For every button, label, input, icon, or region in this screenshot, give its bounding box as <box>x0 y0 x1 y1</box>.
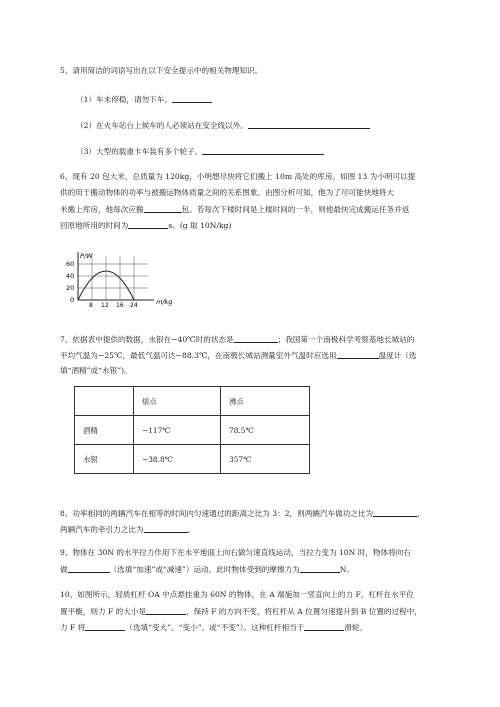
table-header-cell: 熔点 <box>134 387 221 416</box>
q5-blank2[interactable] <box>248 120 370 129</box>
melting-boiling-table <box>74 386 310 474</box>
q8-line1 <box>60 508 425 519</box>
q7-blank-thermometer[interactable] <box>337 350 379 359</box>
q5-item2-text: （2）在火车站台上候车的人必须站在安全线以外。 <box>76 121 248 130</box>
q6-blank-time[interactable] <box>128 220 168 229</box>
table-row <box>75 445 310 474</box>
table-header-cell <box>75 387 134 416</box>
q10-blank-change[interactable] <box>85 622 125 631</box>
q7-line2-text-a: 平均气温为−25℃，最低气温可达−88.3℃，在南极长城站测量室外气温时应选用 <box>60 351 337 360</box>
table-cell: 酒精 <box>75 416 134 445</box>
graph-ytick-20: 20 <box>66 284 75 292</box>
q8-line2-text-a: 两辆汽车的牵引力之比为 <box>60 525 144 534</box>
q8-line2 <box>60 524 195 535</box>
table-header-cell: 沸点 <box>221 387 310 416</box>
q10-line2 <box>60 606 422 617</box>
q6-line4-text-a: 回原地所用的时间为 <box>60 221 129 230</box>
q10-blank-force[interactable] <box>146 606 186 615</box>
q9-line2-text-a: 做 <box>60 565 68 574</box>
q6-line3-text-b: 包。若每次下楼时间是上楼时间的一半，则他最快完成搬运任务并返 <box>181 205 410 214</box>
q6-line4-text-b: s。(g 取 10N/kg) <box>168 221 232 230</box>
q8-line1-text-a: 8、功率相同的两辆汽车在相等的时间内匀速通过的距离之比为 3：2，则两辆汽车做功之比为 <box>60 509 374 518</box>
q10-line2-text-b: ，保持 F 的方向不变，将杠杆从 A 位置匀速提升到 B 位置的过程中， <box>186 607 422 616</box>
q9-line2-text-b: （选填“加速”或“减速”）运动，此时物体受到的摩擦力为 <box>109 565 300 574</box>
q6-line3-text-a: 米搬上库房，他每次应搬 <box>60 205 144 214</box>
power-mass-graph <box>66 250 196 308</box>
q9-line2 <box>60 564 354 575</box>
graph-xtick-8: 8 <box>89 302 93 308</box>
q9-blank-motion[interactable] <box>68 564 110 573</box>
q5-item2 <box>76 120 370 131</box>
q5-item1-text: （1）车未停稳，请勿下车。 <box>76 95 172 104</box>
q5-blank3[interactable] <box>202 146 324 155</box>
q7-line2 <box>60 350 416 361</box>
q8-blank-force[interactable] <box>144 524 188 533</box>
q7-line1-text-b: ；我国第一个南极科学考察基地长城站的 <box>277 335 415 344</box>
q7-line1-text-a: 7、依据表中提供的数据，水银在−40℃时的状态是 <box>60 335 234 344</box>
q7-line1 <box>60 334 414 345</box>
q8-line1-text-b: ， <box>417 509 425 518</box>
q10-line3-text-c: 滑轮。 <box>344 623 368 632</box>
graph-ylabel: P/W <box>80 252 93 260</box>
table-cell: −117℃ <box>134 416 221 445</box>
q8-blank-work[interactable] <box>373 508 417 517</box>
graph-ytick-40: 40 <box>66 272 75 280</box>
q9-blank-friction[interactable] <box>300 564 340 573</box>
q5-blank1[interactable] <box>172 94 212 103</box>
q5-prompt: 5、请用简洁的词语写出在以下安全提示中的相关物理知识。 <box>60 66 263 75</box>
graph-xtick-16: 16 <box>116 302 124 308</box>
table-cell: 357℃ <box>221 445 310 474</box>
q10-line3-text-a: 力 F 将 <box>60 623 86 632</box>
q10-line3-text-b: （选填“变大”、“变小”、或“不变”）。这种杠杆相当于 <box>125 623 305 632</box>
q6-blank-bags[interactable] <box>144 204 182 213</box>
q5-item3 <box>76 146 324 157</box>
q10-line1: 10、如图所示，轻质杠杆 OA 中点悬挂重为 60N 的物体，在 A 端施加一竖直向上的力 F，杠杆在水平位 <box>60 590 414 599</box>
q6-line4 <box>60 220 231 231</box>
q5-item3-text: （3）大型的载重卡车装有多个轮子。 <box>76 147 203 156</box>
graph-xtick-12: 12 <box>101 302 109 308</box>
q5-item1 <box>76 94 212 105</box>
table-cell: −38.8℃ <box>134 445 221 474</box>
table-row <box>75 416 310 445</box>
table-cell: 78.5℃ <box>221 416 310 445</box>
graph-xtick-24: 24 <box>130 302 138 308</box>
q6-line1: 6、现有 20 包大米，总质量为 120kg，小明想尽快将它们搬上 10m 高处的库房。如图 13 为小明可以提 <box>60 172 416 181</box>
q7-line2-text-b: 温度计（选 <box>378 351 417 360</box>
graph-ytick-60: 60 <box>66 260 75 268</box>
q8-line2-text-b: 。 <box>187 525 196 534</box>
table-cell: 水银 <box>75 445 134 474</box>
q9-line2-text-c: N。 <box>339 565 355 574</box>
q7-line3: 填“酒精”或“水银”)。 <box>60 366 132 375</box>
q6-line3 <box>60 204 409 215</box>
table-header-row <box>75 387 310 416</box>
q10-line3 <box>60 622 367 633</box>
q10-blank-pulley[interactable] <box>304 622 344 631</box>
q10-line2-text-a: 置平衡，则力 F 的大小是 <box>60 607 147 616</box>
graph-ytick-0: 0 <box>70 296 75 304</box>
graph-xlabel: m/kg <box>156 298 173 306</box>
q9-line1: 9、物体在 30N 的水平拉力作用下在水平地面上向右做匀速直线运动，当拉力变为 10N 时，物体将向右 <box>60 548 411 557</box>
q6-line2: 供的用于搬动物体的功率与被搬运物体质量之间的关系图象。由图分析可知，他为了尽可能快地将大 <box>60 188 395 197</box>
q7-blank-state[interactable] <box>234 334 278 343</box>
